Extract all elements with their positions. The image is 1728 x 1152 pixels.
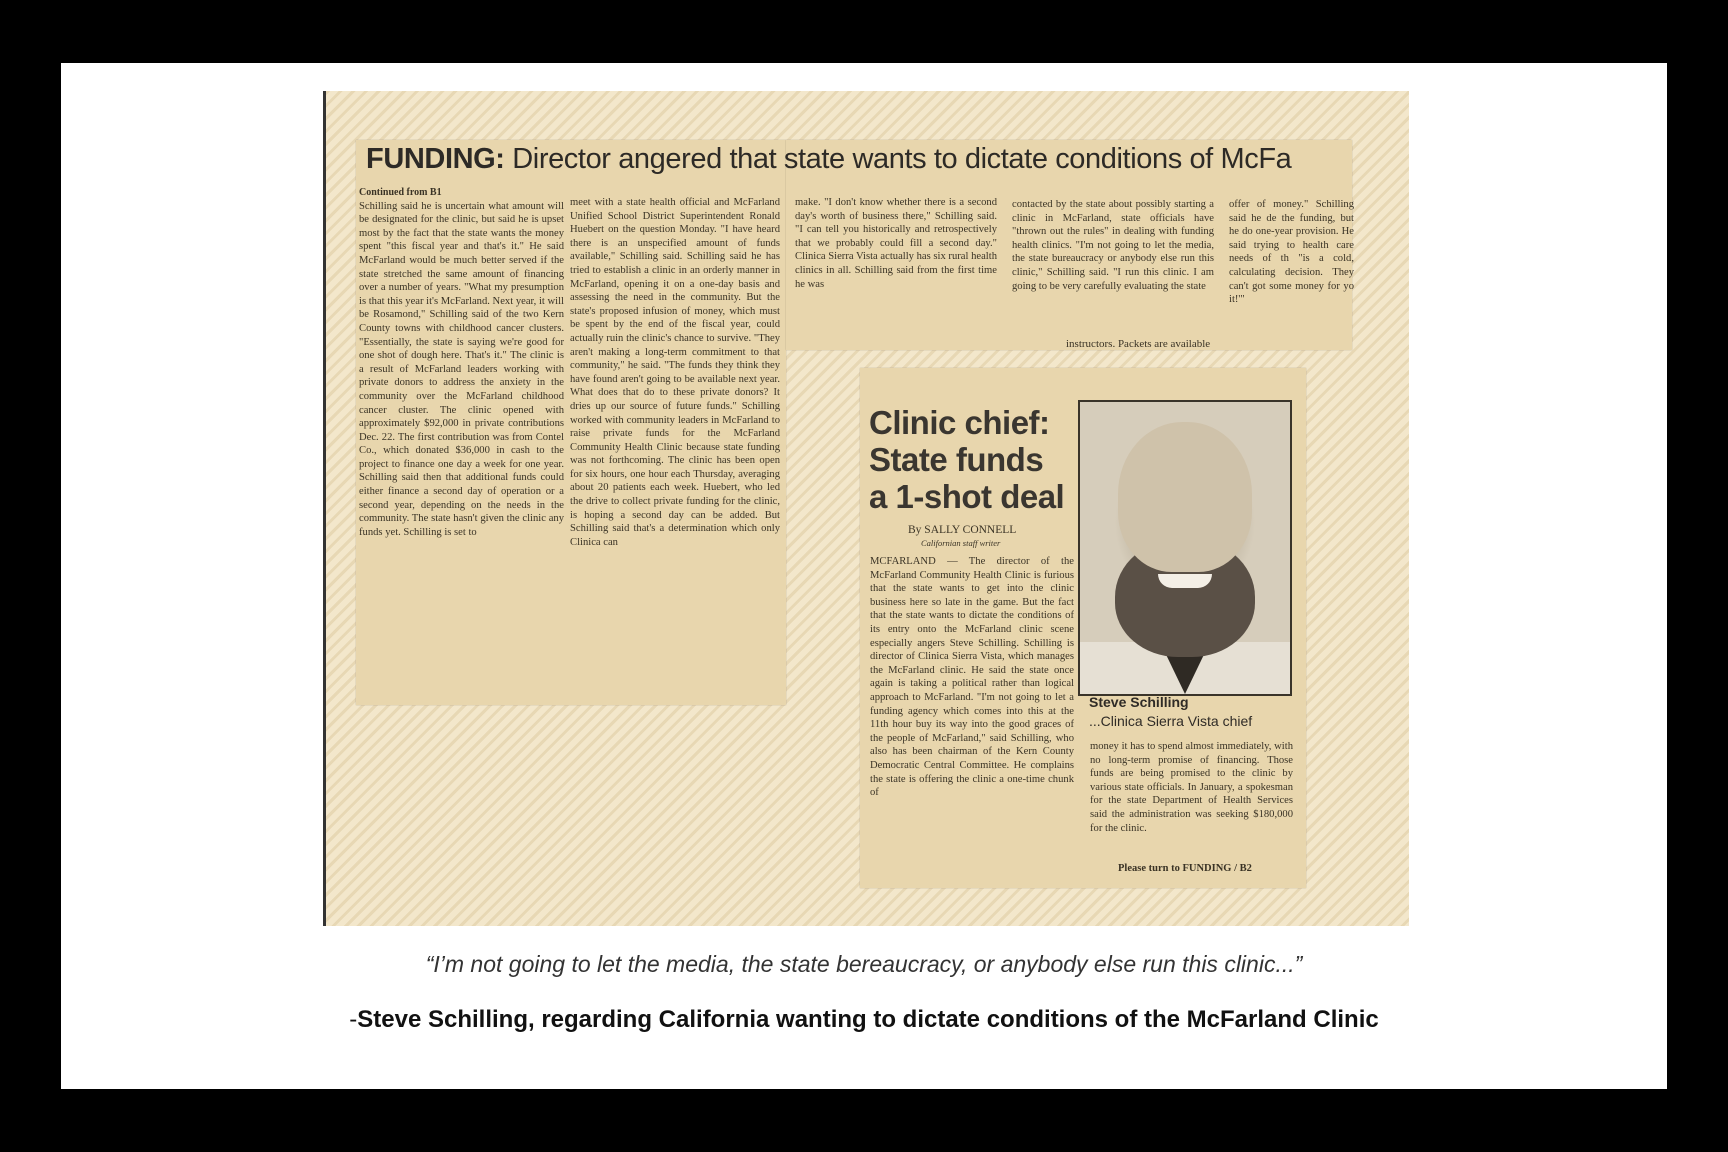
photo-caption-description: ...Clinica Sierra Vista chief [1089,713,1253,729]
article-column-1: Continued from B1 Schilling said he is uncertain what amount will be designated for the clinic, but said he is upset most by the fact that the state wants the money spent "this fiscal year and that's it." He said McFarland would be much better served if the state stretched the same amount of financing over a number of years. "What my presumption is that this year it's McFarland. Next year, it will be Rosamond," Schilling said of the two Kern County towns with childhood cancer clusters. "Essentially, the state is saying we're good for one shot of dough here. That's it." The clinic is a result of McFarland leaders working with private donors to address the anxiety in the community over the McFarland childhood cancer cluster. The clinic opened with approximately $92,000 in private contributions Dec. 22. The first contribution was from Contel Co., which donated $36,000 in cash to the project to finance one day a week for one year. Schilling said then that additional funds could either finance a second day of operation or a second year, depending on the needs in the community. The state hasn't given the clinic any funds yet. Schilling is set to [359,187,564,538]
article-column-5: offer of money." Schilling said he de the funding, but he do one-year provision. He said trying to health care needs of th "is a cold, calculating decision. They can't got some money for yo it!'" [1229,199,1354,306]
continued-label: Continued from B1 [359,187,442,198]
byline-role: Californian staff writer [921,538,1001,548]
article-headline: FUNDING: Director angered that state wants to dictate conditions of McFa [366,143,1292,175]
photo-smile [1158,574,1212,588]
photo-caption-name: Steve Schilling [1089,694,1189,710]
article-column-3: make. "I don't know whether there is a second day's worth of business there," Schilling said. "I can tell you historically and retrospectively that we probably could fill a second day." Clinica Sierra Vista actually has six rural health clinics in all. Schilling said from the first time he was [795,197,997,290]
article-column-2: meet with a state health official and McFarland Unified School District Superintendent Ronald Huebert on the question Monday. "I have heard there is an unspecified amount of funds available," Schilling said. Schilling said he has tried to establish a clinic in an orderly manner in McFarland, opening it on a one-day basis and assessing the need in the community. But the state's proposed infusion of money, which must be spent by the end of the fiscal year, could actually ruin the clinic's chance to survive. "They aren't making a long-term commitment to that community," he said. "The funds they think they have found aren't going to be available next year. What does that do to these private donors? It dries up our source of future funds." Schilling worked with community leaders in McFarland to raise private funds for the McFarland Community Health Clinic because state funding was not forthcoming. The clinic has been open for six hours, one hour each Thursday, averaging about 20 patients each week. Huebert, who led the drive to collect private funding for the clinic, is hoping a second day can be added. But Schilling said that's a determination which only Clinica can [570,197,780,548]
portrait-photo [1078,400,1292,696]
continued-on-label: Please turn to FUNDING / B2 [1118,863,1252,874]
clipping-fragment: instructors. Packets are available [1066,338,1211,350]
sidebar-column-1: MCFARLAND — The director of the McFarland Community Health Clinic is furious that the state wants to get into the clinic business here so late in the game. But the fact that the state wants to dictate the conditions of its entry onto the McFarland clinic scene especially angers Steve Schilling. Schilling is director of Clinica Sierra Vista, which manages the McFarland clinic. He said the state once again is taking a political rather than logical approach to McFarland. "I'm not going to let a funding agency which comes into this at the 11th hour buy its way into the good graces of the people of McFarland," said Schilling, who also has been chairman of the Kern County Democratic Central Committee. He complains the state is offering the clinic a one-time chunk of [870,556,1074,799]
photo-face [1118,422,1252,572]
sidebar-column-2: money it has to spend almost immediately, with no long-term promise of financing. Those funds are being promised to the clinic by various state officials. In January, a spokesman for the state Department of Health Services said the administration was seeking $180,000 for the clinic. [1090,741,1293,834]
pull-quote: “I’m not going to let the media, the state bereaucracy, or anybody else run this clinic...” [425,951,1303,977]
quote-attribution: -Steve Schilling, regarding California wanting to dictate conditions of the McFarland Clinic [349,1006,1379,1033]
sidebar-headline: Clinic chief: State funds a 1-shot deal [869,404,1065,515]
article-column-4: contacted by the state about possibly starting a clinic in McFarland, state officials have "thrown out the rules" in dealing with funding health clinics. "I'm not going to let the media, the state bureaucracy or anybody else run this clinic," Schilling said. "I run this clinic. I am going to be very carefully evaluating the state [1012,199,1214,292]
byline: By SALLY CONNELL [908,524,1017,536]
